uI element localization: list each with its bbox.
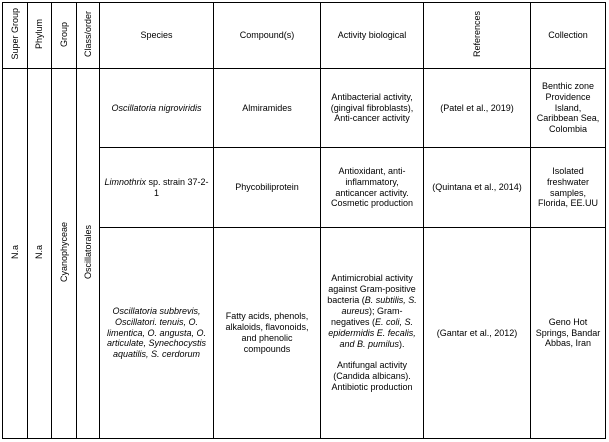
cell-reference: (Gantar et al., 2012) [424,228,531,439]
header-super-group: Super Group [3,3,28,69]
cell-species: Oscillatoria nigroviridis [100,69,214,148]
cell-collection: Geno Hot Springs, Bandar Abbas, Iran [531,228,606,439]
cell-activity: Antibacterial activity, (gingival fibroblasts), Anti-cancer activity [321,69,424,148]
header-references: References [424,3,531,69]
cell-activity [321,228,424,439]
cell-compound: Phycobiliprotein [214,148,321,228]
cell-species: Oscillatoria subbrevis, Oscillatori. tenuis, O. limentica, O. angusta, O. articulate, Synechocystis aquatilis, S. cerdorum [100,228,214,439]
cell-compound: Fatty acids, phenols, alkaloids, flavonoids, and phenolic compounds [214,228,321,439]
header-compounds: Compound(s) [214,3,321,69]
cell-reference: (Patel et al., 2019) [424,69,531,148]
activity-paragraph: Antifungal activity (Candida albicans). Antibiotic production [331,359,413,392]
cell-reference: (Quintana et al., 2014) [424,148,531,228]
cell-collection: Benthic zone Providence Island, Caribbean Sea, Colombia [531,69,606,148]
table-row [3,69,606,148]
data-table [2,2,606,439]
header-activity: Activity biological [321,3,424,69]
cell-class-order: Oscillatorales [77,69,100,439]
cell-activity: Antioxidant, anti-inflammatory, anticancer activity. Cosmetic production [321,148,424,228]
header-class-order: Class/order [77,3,100,69]
cell-species: Limnothrix sp. strain 37-2-1 [100,148,214,228]
cell-phylum: N.a [28,69,52,439]
header-phylum: Phylum [28,3,52,69]
header-collection: Collection [531,3,606,69]
header-group: Group [52,3,77,69]
activity-paragraph: Antimicrobial activity against Gram-positive bacteria (B. subtilis, S. aureus); Gram-negatives (E. coli, S. epidermidis E. fecalis, and B. pumilus). [327,273,417,349]
cell-super-group: N.a [3,69,28,439]
cell-collection: Isolated freshwater samples, Florida, EE.UU [531,148,606,228]
cell-compound: Almiramides [214,69,321,148]
header-row [3,3,606,69]
header-species: Species [100,3,214,69]
cell-group: Cyanophyceae [52,69,77,439]
